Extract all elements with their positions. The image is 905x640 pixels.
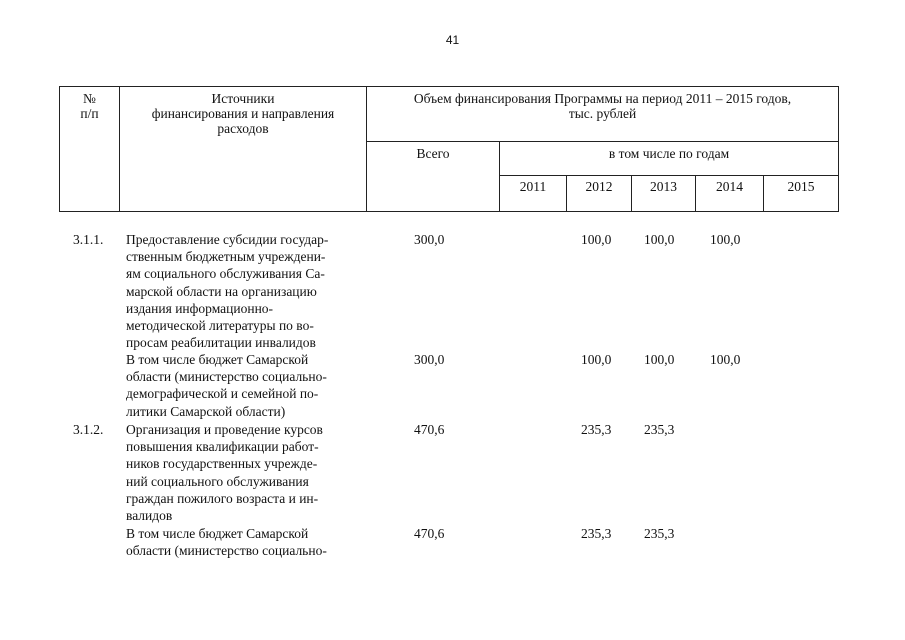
header-year-2013: 2013 bbox=[650, 179, 677, 194]
row-2012: 100,0 bbox=[581, 352, 612, 367]
row-2013: 235,3 bbox=[644, 526, 675, 541]
row-2014: 100,0 bbox=[710, 352, 741, 367]
header-col-number: № п/п bbox=[80, 91, 99, 121]
header-col-by-years: в том числе по годам bbox=[608, 146, 730, 161]
row-2012: 100,0 bbox=[581, 232, 612, 247]
row-description: Предоставление субсидии государ- ственным бюджетным учреждени- ям социального обслуживания Са- марской области на организацию издания информационно- методической литературы по во- просам реабилитации инвалидов bbox=[126, 232, 329, 351]
header-col-total: Всего bbox=[416, 146, 450, 161]
header-year-2014: 2014 bbox=[716, 179, 743, 194]
header-year-2015: 2015 bbox=[787, 179, 815, 194]
row-number: 3.1.2. bbox=[73, 422, 104, 437]
row-2013: 100,0 bbox=[644, 352, 675, 367]
row-2013: 100,0 bbox=[644, 232, 675, 247]
row-number: 3.1.1. bbox=[73, 232, 104, 247]
row-total: 300,0 bbox=[414, 232, 445, 247]
row-2012: 235,3 bbox=[581, 422, 612, 437]
header-year-2012: 2012 bbox=[585, 179, 613, 194]
row-2012: 235,3 bbox=[581, 526, 612, 541]
row-description: В том числе бюджет Самарской области (министерство социально- bbox=[126, 526, 327, 559]
header-col-volume: Объем финансирования Программы на период 2011 – 2015 годов, тыс. рублей bbox=[413, 91, 792, 121]
page-number: 41 bbox=[445, 33, 460, 47]
row-description: В том числе бюджет Самарской области (министерство социально- демографической и семейной по- литики Самарской области) bbox=[126, 352, 327, 419]
row-total: 300,0 bbox=[414, 352, 445, 367]
row-total: 470,6 bbox=[414, 422, 445, 437]
row-2013: 235,3 bbox=[644, 422, 675, 437]
row-description: Организация и проведение курсов повышения квалификации работ- ников государственных учрежде- ний социального обслуживания граждан пожилого возраста и ин- валидов bbox=[126, 422, 323, 524]
header-year-2011: 2011 bbox=[519, 179, 547, 194]
row-2014: 100,0 bbox=[710, 232, 741, 247]
row-total: 470,6 bbox=[414, 526, 445, 541]
header-col-sources: Источники финансирования и направления расходов bbox=[151, 91, 335, 136]
